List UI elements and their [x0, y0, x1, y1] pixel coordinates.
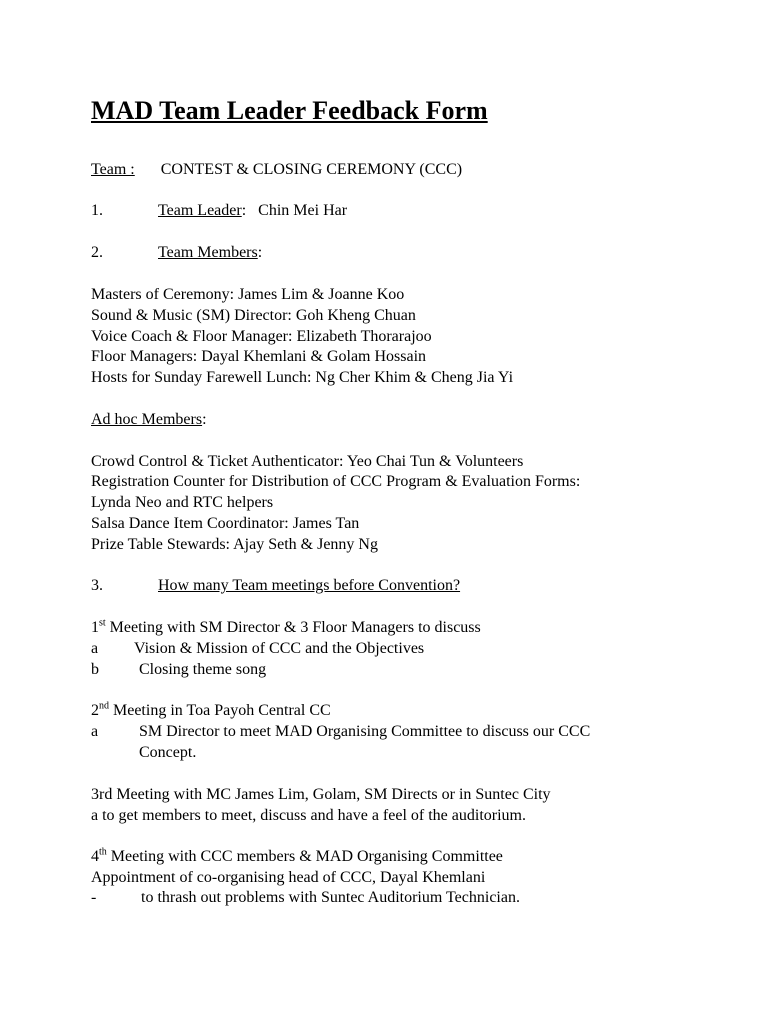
meeting-1-text: Meeting with SM Director & 3 Floor Managers to discuss — [105, 619, 481, 636]
meeting-1-heading — [91, 618, 481, 638]
meeting-2-number: 2 — [91, 702, 99, 719]
item-3-line — [91, 576, 460, 596]
team-leader-sep: : — [241, 202, 247, 219]
team-label: Team : — [91, 161, 135, 178]
meeting-1-text-a: Vision & Mission of CCC and the Objectives — [134, 640, 425, 657]
form-title: MAD Team Leader Feedback Form — [91, 96, 488, 125]
meeting-1-item-b — [91, 660, 266, 680]
meeting-4-suffix: th — [99, 846, 107, 858]
member-line: Masters of Ceremony: James Lim & Joanne Koo — [91, 286, 405, 303]
member-line: Sound & Music (SM) Director: Goh Kheng Chuan — [91, 307, 416, 324]
meeting-2-text: Meeting in Toa Payoh Central CC — [109, 702, 331, 719]
meeting-4-item — [91, 888, 520, 908]
meeting-2-marker-a: a — [91, 723, 99, 740]
team-leader-value: Chin Mei Har — [258, 202, 348, 219]
meeting-4-text: Meeting with CCC members & MAD Organising Committee — [106, 848, 503, 865]
meeting-3-item-a: a to get members to meet, discuss and have a feel of the auditorium. — [91, 807, 526, 824]
meeting-1-suffix: st — [99, 617, 106, 629]
member-line: Floor Managers: Dayal Khemlani & Golam Hossain — [91, 348, 427, 365]
meeting-1-item-a — [91, 639, 424, 659]
meeting-2-suffix: nd — [99, 700, 109, 712]
team-name: CONTEST & CLOSING CEREMONY (CCC) — [160, 161, 463, 178]
member-line: Hosts for Sunday Farewell Lunch: Ng Cher Khim & Cheng Jia Yi — [91, 369, 514, 386]
adhoc-line: Salsa Dance Item Coordinator: James Tan — [91, 515, 360, 532]
meeting-4-heading — [91, 847, 503, 867]
item-1-line — [91, 201, 347, 221]
item-3-number: 3. — [91, 577, 103, 594]
member-line: Voice Coach & Floor Manager: Elizabeth Thorarajoo — [91, 328, 432, 345]
team-members-label: Team Members — [158, 244, 258, 261]
team-members-sep: : — [257, 244, 263, 261]
meeting-2-item-a — [91, 722, 590, 742]
adhoc-line: Lynda Neo and RTC helpers — [91, 494, 274, 511]
meeting-1-number: 1 — [91, 619, 99, 636]
meeting-2-heading — [91, 701, 331, 721]
meeting-4-dash: - — [91, 889, 97, 906]
meeting-1-marker-b: b — [91, 661, 99, 678]
item-2-number: 2. — [91, 244, 103, 261]
meeting-2-text-a: SM Director to meet MAD Organising Committee to discuss our CCC — [139, 723, 591, 740]
adhoc-label: Ad hoc Members — [91, 411, 203, 428]
team-leader-label: Team Leader — [158, 202, 242, 219]
meeting-4-appointment: Appointment of co-organising head of CCC, Dayal Khemlani — [91, 869, 486, 886]
meeting-1-marker-a: a — [91, 640, 99, 657]
meeting-4-number: 4 — [91, 848, 99, 865]
meeting-2-item-a-cont: Concept. — [139, 744, 197, 761]
item-2-line — [91, 243, 262, 263]
adhoc-line: Prize Table Stewards: Ajay Seth & Jenny Ng — [91, 536, 378, 553]
adhoc-line: Registration Counter for Distribution of CCC Program & Evaluation Forms: — [91, 473, 581, 490]
adhoc-line: Crowd Control & Ticket Authenticator: Yeo Chai Tun & Volunteers — [91, 453, 524, 470]
adhoc-heading — [91, 410, 207, 430]
team-line — [91, 160, 462, 180]
meeting-1-text-b: Closing theme song — [139, 661, 267, 678]
meeting-3-heading: 3rd Meeting with MC James Lim, Golam, SM Directs or in Suntec City — [91, 786, 551, 803]
adhoc-sep: : — [202, 411, 207, 428]
meeting-4-item-text: to thrash out problems with Suntec Auditorium Technician. — [141, 889, 520, 906]
meetings-question: How many Team meetings before Convention? — [158, 577, 461, 594]
item-1-number: 1. — [91, 202, 103, 219]
